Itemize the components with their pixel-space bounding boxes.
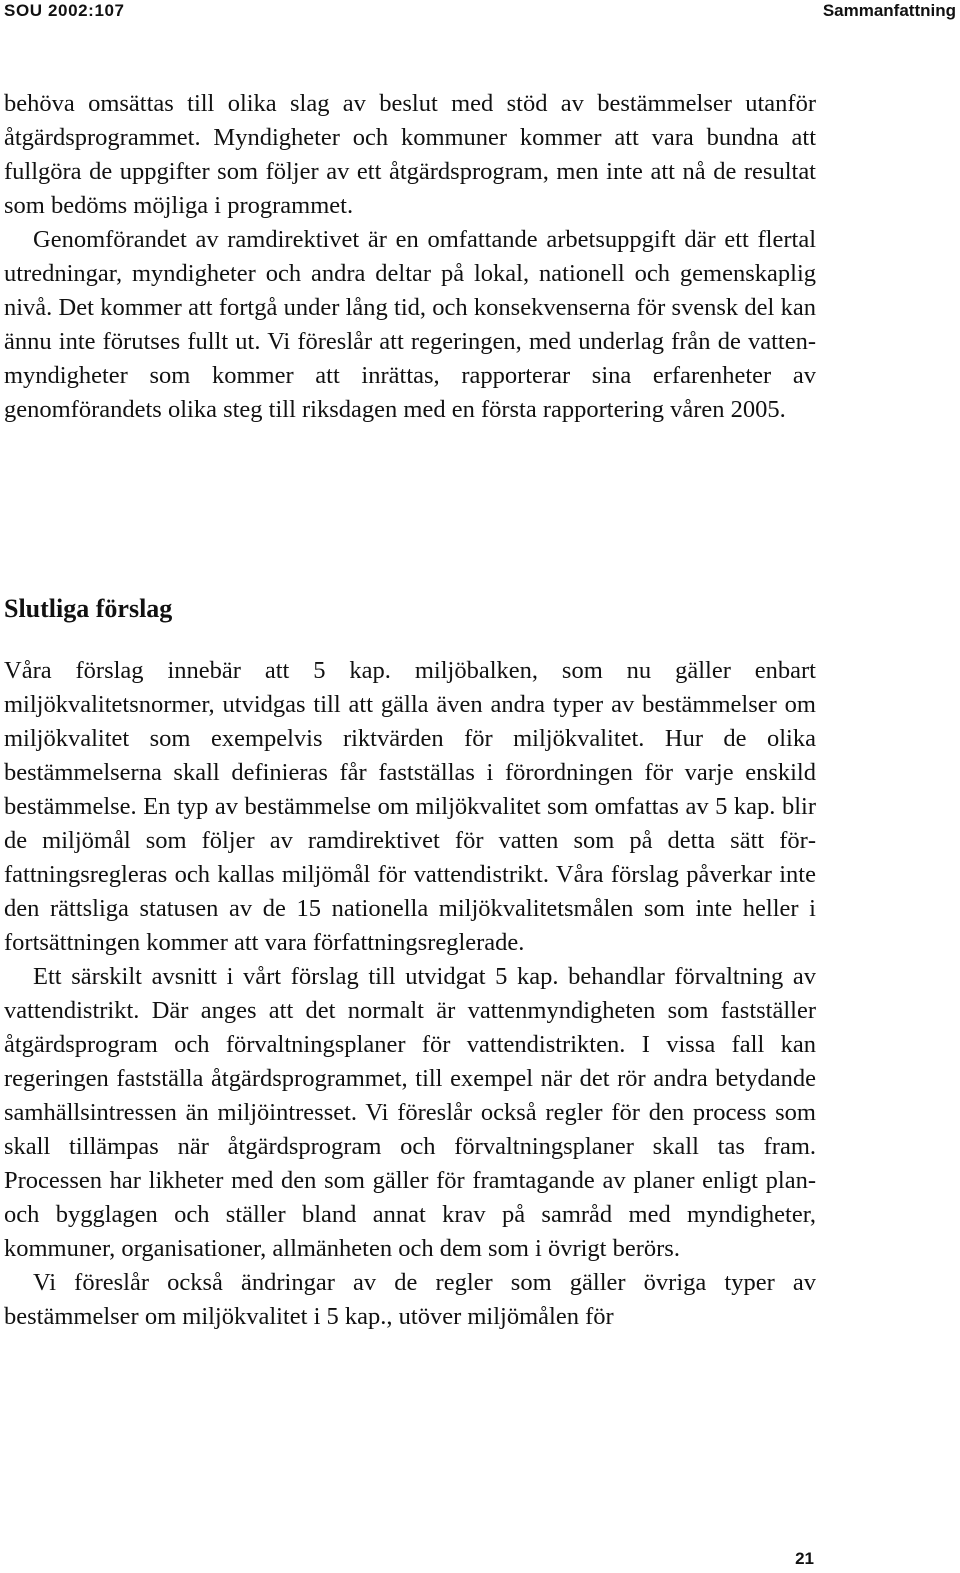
body-text-section-1	[4, 87, 816, 427]
paragraph: Våra förslag innebär att 5 kap. miljöbalken, som nu gäller enbart miljökvalitetsnormer, utvidgas till att gälla även andra typer av bestämmelser om miljökvalitet som exempelvis riktvärden för miljökvalitet. Hur de olika bestämmelserna skall definieras får fastställas i förordningen för varje enskild bestämmelse. En typ av bestämmelse om miljökvalitet som omfattas av 5 kap. blir de miljömål som följer av ramdirektivet för vatten som på detta sätt författningsregleras och kallas miljömål för vattendistrikt. Våra förslag påverkar inte den rättsliga statusen av de 15 nationella miljökvalitetsmålen som inte heller i fortsättningen kommer att vara författningsreglerade.	[4, 657, 816, 956]
section-heading: Slutliga förslag	[4, 594, 173, 623]
paragraph: Vi föreslår också ändringar av de regler som gäller övriga typer av bestämmelser om miljökvalitet i 5 kap., utöver miljömålen för	[4, 1269, 816, 1330]
page-header	[0, 0, 960, 28]
body-text-section-2	[4, 654, 816, 1334]
document-reference: SOU 2002:107	[4, 1, 125, 20]
section-title: Sammanfattning	[822, 1, 956, 20]
page-number: 21	[795, 1549, 814, 1568]
paragraph: behöva omsättas till olika slag av beslut med stöd av bestämmelser utanför åtgärdsprogrammet. Myndigheter och kommuner kommer att vara bundna att fullgöra de uppgifter som följer av ett åtgärdsprogram, men inte att nå de resultat som bedöms möjliga i programmet.	[4, 90, 816, 219]
paragraph: Genomförandet av ramdirektivet är en omfattande arbetsuppgift där ett flertal utredningar, myndigheter och andra deltar på lokal, nationell och gemenskaplig nivå. Det kommer att fortgå under lång tid, och konsekvenserna för svensk del kan ännu inte förutses fullt ut. Vi föreslår att regeringen, med underlag från de vattenmyndigheter som kommer att inrättas, rapporterar sina erfarenheter av genomförandets olika steg till riksdagen med en första rapportering våren 2005.	[4, 226, 816, 423]
paragraph: Ett särskilt avsnitt i vårt förslag till utvidgat 5 kap. behandlar förvaltning av vattendistrikt. Där anges att det normalt är vattenmyndigheten som fastställer åtgärdsprogram och förvaltningsplaner för vattendistrikten. I vissa fall kan regeringen fastställa åtgärdsprogrammet, till exempel när det rör andra betydande samhällsintressen än miljöintresset. Vi föreslår också regler för den process som skall tillämpas när åtgärdsprogram och förvaltningsplaner skall tas fram. Processen har likheter med den som gäller för framtagande av planer enligt plan- och bygglagen och ställer bland annat krav på samråd med myndigheter, kommuner, organisationer, allmänheten och dem som i övrigt berörs.	[4, 963, 816, 1262]
